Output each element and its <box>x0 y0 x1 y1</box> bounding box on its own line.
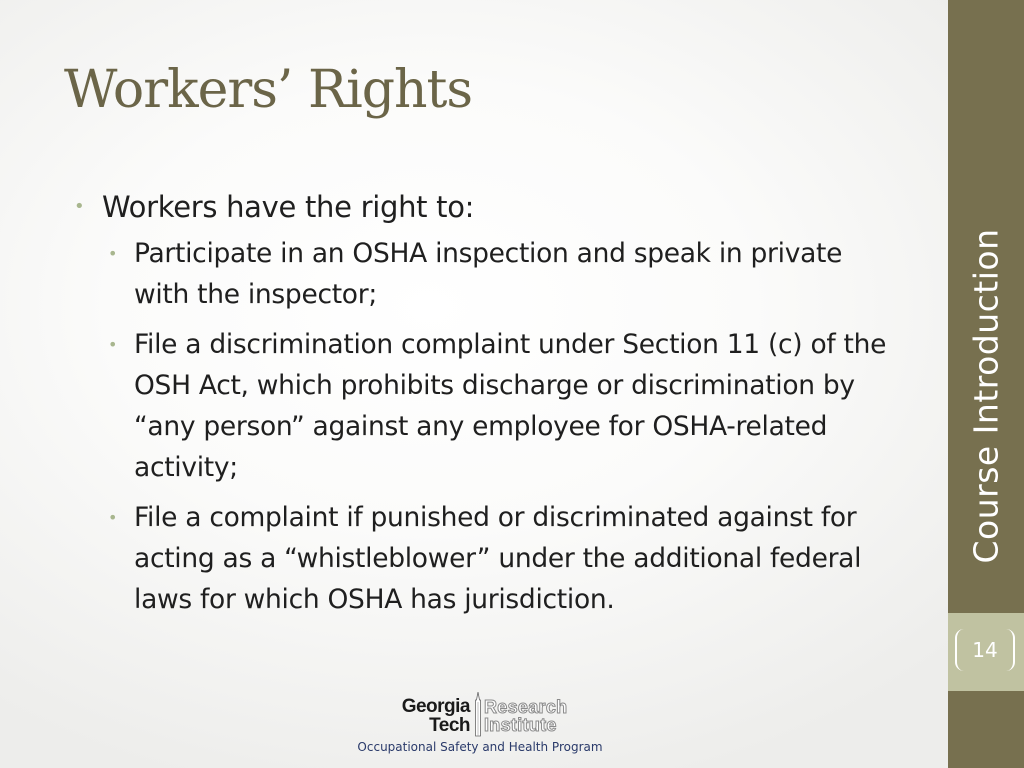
logo-georgia: Georgia <box>401 696 470 717</box>
bullet-dot-icon: • <box>108 508 118 527</box>
logo-research: Research <box>484 697 568 717</box>
logo-left-text <box>402 697 470 735</box>
sub-bullet-text: File a discrimination complaint under Section 11 (c) of the OSH Act, which prohibits discharge or discrimination by “any person” against any employee for OSHA-related activity; <box>134 329 887 483</box>
sub-bullet-list <box>74 233 894 620</box>
sub-bullet-item <box>106 233 894 315</box>
section-label: Course Introduction <box>966 228 1006 564</box>
slide-content <box>74 186 894 629</box>
page-number-band <box>948 613 1024 691</box>
lead-bullet-text: Workers have the right to: <box>102 190 475 224</box>
georgia-tech-research-institute-logo <box>374 692 594 742</box>
sub-bullet-text: Participate in an OSHA inspection and speak in private with the inspector; <box>134 238 843 310</box>
tech-tower-icon <box>473 692 483 738</box>
bullet-dot-icon: • <box>74 196 85 217</box>
footer-caption: Occupational Safety and Health Program <box>357 740 603 754</box>
bullet-dot-icon: • <box>108 244 118 263</box>
page-number-box <box>955 629 1015 671</box>
logo-institute: Institute <box>484 715 557 735</box>
sub-bullet-item <box>106 497 894 620</box>
lead-bullet <box>74 186 894 228</box>
sub-bullet-text: File a complaint if punished or discriminated against for acting as a “whistleblower” under the additional federal laws for which OSHA has jurisdiction. <box>134 502 862 615</box>
logo-tech: Tech <box>429 715 470 736</box>
footer <box>300 690 660 760</box>
page-number: 14 <box>972 638 998 662</box>
sub-bullet-item <box>106 324 894 488</box>
bullet-dot-icon: • <box>108 335 118 354</box>
slide-title: Workers’ Rights <box>64 60 473 120</box>
logo-right-text <box>484 698 567 734</box>
